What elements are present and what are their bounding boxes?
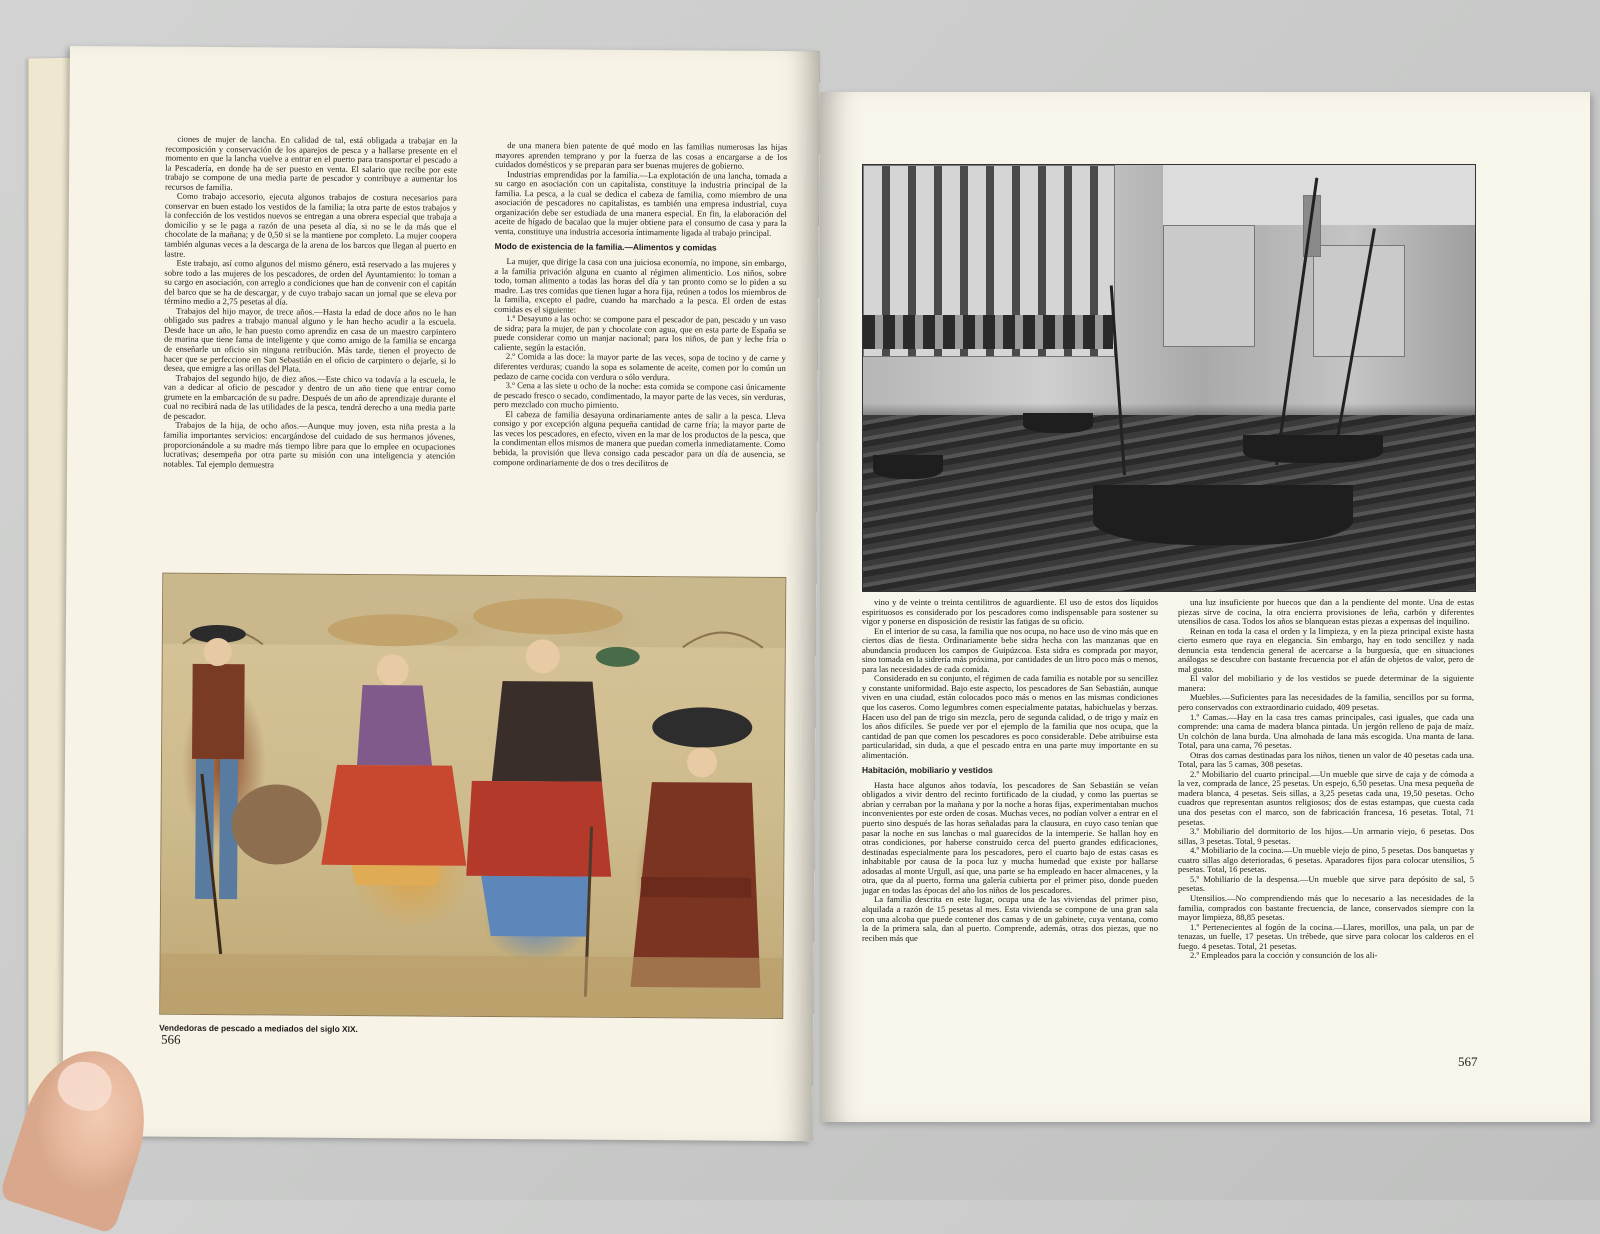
paragraph: Industrias emprendidas por la familia.—La explotación de una lancha, tomada a su cargo en asociación con un capitalista, constituye la industria principal de la familia. La pesca, a la cual se dedica el cabeza de familia, como miembro de una asociación de pescadores no capitalistas, es también una empresa industrial, cuya organización debe ser estudiada de una manera especial. En fin, la elaboración del aceite de hígado de bacalao que la mujer obtiene para el consumo de casa y para la venta, constituye una industria accesoria íntimamente ligada al trabajo principal. [494,168,788,238]
fishwives-illustration [159,573,786,1019]
photo-boat [1243,435,1383,463]
paragraph: 1.º Desayuno a las ocho: se compone para el pescador de pan, pescado y un vaso de sidra; para la mujer, de pan y chocolate con agua, que en esta parte de España se puede considerar como un manjar nacional; para los niños, de pan y leche fría o caliente, según la estación. [493,313,787,353]
paragraph: vino y de veinte o treinta centilitros de aguardiente. El uso de estos dos líquidos espirituosos es considerado por los pescadores como indispensable para sostener su vigor y ponerse en disposición de resistir las fatigas de su oficio. [862,597,1158,627]
paragraph: El cabeza de familia desayuna ordinariamente antes de salir a la pesca. Lleva consigo y por excepción alguna pequeña cantidad de carne fría; la mayor parte de las veces los pescadores, en efecto, viven en la mar de los productos de la pesca, que la condimentan ellos mismos de manera que puedan comerla inmediatamente. Como bebida, la provisión que lleva consigo cada pescador para un día de ausencia, se compone ordinariamente de dos o tres decilitros de [493,408,786,468]
paragraph: 3.º Cena a las siete u ocho de la noche: esta comida se compone casi únicamente de pescado fresco o secado, condimentado, la mayor parte de las veces, sin verduras, pero mezclado con mucho pimiento. [493,380,786,411]
paragraph: 1.º Camas.—Hay en la casa tres camas principales, casi iguales, que cada una comprende: una cama de madera blanca pintada. Un jergón relleno de paja de maíz. Un colchón de lana burda. Una almohada de lana más escogida. Una manta de lana. Total, para una cama, 76 pesetas. [1178,711,1474,751]
paragraph: En el interior de su casa, la familia que nos ocupa, no hace uso de vino más que en ciertos días de fiesta. Ordinariamente bebe sidra hecha con las manzanas que en abundancia producen los campos de Guipúzcoa. Esta sidra es comprada por mayor, sino tomada en la sidrería más próxima, por cantidades de un litro poco más o menos, para las necesidades de cada comida. [862,625,1158,674]
right-column-1 [862,598,1158,943]
paragraph: 3.º Mobiliario del dormitorio de los hijos.—Un armario viejo, 6 pesetas. Dos sillas, 3 pesetas. Total, 9 pesetas. [1178,826,1474,846]
paragraph: Trabajos del hijo mayor, de trece años.—Hasta la edad de doce años no le han obligado sus padres a trabajo manual alguno y le han hecho acudir a la escuela. Desde hace un año, le han puesto como aprendiz en casa de un maestro carpintero de marina que tiene fama de inteligente y que como amigo de la familia se encarga de enseñarle un oficio sin ninguna retribución. Más tarde, tienen el proyecto de hacer que se perfeccione en San Sebastián en el oficio de carpintero o dejarle, si lo desea, que emigre a las orillas del Plata. [163,305,457,374]
paragraph: 5.º Mobiliario de la despensa.—Un mueble que sirve para depósito de sal, 5 pesetas. [1178,873,1474,894]
harbor-photograph [862,164,1476,592]
photo-building [1163,225,1255,347]
paragraph: Utensilios.—No comprendiendo más que lo necesario a las necesidades de la familia, comprados con bastante frecuencia, de lance, conservados siempre con la mayor limpieza, 88,85 pesetas. [1178,892,1474,923]
photo-boat [1023,413,1093,433]
paragraph: Hasta hace algunos años todavía, los pescadores de San Sebastián se veían obligados a vivir dentro del recinto fortificado de la ciudad, y como las puertas se abrían y cerraban por la mañana y por la noche a horas fijas, experimentaban muchos inconvenientes por este orden de cosas. Muchas veces, no podían volver a entrar en el puerto sino después de las horas señaladas para la clausura, en cuyo caso tenían que pasar la noche en sus lanchas o mal guarecidos de la intemperie. Se hallan hoy en otras condiciones, por haberse construido cerca del puerto grandes edificaciones, destinadas especialmente para los pescadores, pero el cuarto bajo de estas casas es inhabitable por causa de la poca luz y mucha humedad que existe por hallarse adosadas al monte Urgull, así que, una parte se ha empleado en hacer almacenes, y la otra, que da al puerto, forma una galería cubierta por el primer piso, donde pueden jugar en todas las épocas del año los niños de los pescadores. [862,779,1158,895]
paragraph: Trabajos de la hija, de ocho años.—Aunque muy joven, esta niña presta a la familia importantes servicios: encargándose del cuidado de sus hermanos jóvenes, proporcionándole a su madre más tiempo libre para que lo emplee en ocupaciones lucrativas; desempeña por otra parte su misión con una inteligencia y atención notables. Tal ejemplo demuestra [163,420,456,470]
paragraph: 1.º Pertenecientes al fogón de la cocina.—Llares, morillos, una pala, un par de tenazas, un fuelle, 17 pesetas. Un trébede, que sirve para colocar los calderos en el fuego. 4 pesetas. Total, 21 pesetas. [1178,921,1474,951]
paragraph: Muebles.—Suficientes para las necesidades de la familia, sencillos por su forma, pero conservados con extraordinario cuidado, 409 pesetas. [1178,692,1474,713]
photo-boat [873,455,943,479]
paragraph: Trabajos del segundo hijo, de diez años.—Este chico va todavía a la escuela, le van a dedicar al oficio de pescador y dentro de un año tiene que entrar como grumete en la embarcación de su padre. Después de un año de aprendizaje durante el cual no recibirá nada de las utilidades de la pesca, tendrá derecho a una media parte de pescador. [163,372,456,421]
paragraph: de una manera bien patente de qué modo en las familias numerosas las hijas mayores aprenden temprano y por la fuerza de las cosas a encargarse a de los cuidados domésticos y se preparan para ser buenas mujeres de gobierno. [495,140,788,171]
paragraph: Este trabajo, así como algunos del mismo género, está reservado a las mujeres y sobre todo a las mujeres de los pescadores, de orden del Ayuntamiento: lo toman a su cargo en asociación, con arreglo a condiciones que han de convenir con el capitán del barco que se ha de descargar, y de cuyo trabajo sacan un jornal que se eleva por término medio a 2,75 pesetas al día. [164,257,457,307]
paragraph: una luz insuficiente por huecos que dan a la pendiente del monte. Una de estas piezas sirve de cocina, la otra encierra provisiones de leña, carbón y diferentes utensilios de casa. Todos los años se blanquean estas piezas a expensas del inquilino. [1178,597,1474,627]
paragraph: 2.º Comida a las doce: la mayor parte de las veces, sopa de tocino y de carne y diferentes verduras; cuando la sopa es solamente de aceite, comen por lo común un pedazo de carne cocida con verdura o sólo verdura. [493,351,786,382]
left-column-1 [163,135,457,471]
paragraph: La mujer, que dirige la casa con una juiciosa economía, no impone, sin embargo, a la familia privación alguna en cuanto al régimen alimenticio. Los niños, sobre todo, toman alimento a todas las horas del día y tan pronto como se lo piden a su madre. Las tres comidas que tienen lugar a hora fija, reúnen a todos los miembros de la familia, excepto el padre, cuando ha marchado a la pesca. El orden de estas comidas es el siguiente: [494,256,787,315]
section-heading: Modo de existencia de la familia.—Alimentos y comidas [494,241,717,253]
photo-arcade [863,315,1113,349]
illustration-figures [160,574,785,1018]
paragraph: ciones de mujer de lancha. En calidad de tal, está obligada a trabajar en la recomposición y conservación de los aparejos de pesca y a hallarse presente en el momento en que la lancha vuelve a entrar en el puerto para transportar el pescado a la Pescadería, en donde ha de ser puesto en venta. El salario que recibe por este trabajo se compone de una media parte de pescador y contribuye a aumentar los recursos de familia. [164,133,458,192]
paragraph: Reinan en toda la casa el orden y la limpieza, y en la pieza principal existe hasta cierto esmero que raya en elegancia. Sin embargo, hay en todo sencillez y nada denuncia esta tendencia general de acercarse a la burguesía, que en situaciones análogas se descubre con bastante frecuencia por el afán de objetos de valor, pero de mal gusto. [1178,625,1474,674]
section-heading: Habitación, mobiliario y vestidos [862,765,993,776]
paragraph: 2.º Empleados para la cocción y consunción de los ali- [1190,950,1378,961]
right-column-2 [1178,598,1474,961]
page-number-left: 566 [161,1031,181,1047]
illustration-caption: Vendedoras de pescado a mediados del siglo XIX. [159,1022,358,1035]
paragraph: Como trabajo accesorio, ejecuta algunos trabajos de costura necesarios para conservar en buen estado los vestidos de la familia; la otra parte de estos trabajos y la confección de los vestidos nuevos se entregan a una obrera especial que trabaja a domicilio y se le paga a razón de una peseta al día, si no se le da más que el chocolate de la mañana; y de 0,50 si se la mantiene por completo. La mujer coopera también algunas veces a la descarga de la arena de los barcos que llegan al puerto en lastre. [164,191,457,259]
paragraph: Otras dos camas destinadas para los niños, tienen un valor de 40 pesetas cada una. Total, para las 5 camas, 308 pesetas. [1178,749,1474,770]
left-page [62,46,820,1141]
paragraph: El valor del mobiliario y de los vestidos se puede determinar de la siguiente manera: [1178,673,1474,693]
paragraph: 4.º Mobiliario de la cocina.—Un mueble viejo de pino, 5 pesetas. Dos banquetas y cuatro sillas algo deterioradas, 6 pesetas. Aparadores fijos para colocar utensilios, 5 pesetas. Total, 16 pesetas. [1178,845,1474,875]
page-number-right: 567 [1458,1054,1478,1069]
right-page [820,92,1590,1122]
paragraph: 2.º Mobiliario del cuarto principal.—Un mueble que sirve de caja y de cómoda a la vez, comprada de lance, 25 pesetas. Un espejo, 6,50 pesetas. Una mesa pequeña de madera blanca, 4 pesetas. Seis sillas, a 3,25 pesetas cada una, 19,50 pesetas. Ocho cuadros que representan asuntos religiosos; dos de estas estampas, que cuesta cada una dos pesetas con el marco, son de fabricación francesa, 16 pesetas. Total, 71 pesetas. [1178,768,1474,827]
paragraph: La familia descrita en este lugar, ocupa una de las viviendas del primer piso, alquilada a razón de 15 pesetas al mes. Esta vivienda se compone de una gran sala con una alcoba que puede contener dos camas y de un gabinete, cuya ventana, como la de la primera sala, dan al puerto. Comprende, además, otras dos piezas, que no reciben más que [862,894,1158,943]
paragraph: Considerado en su conjunto, el régimen de cada familia es notable por su sencillez y constante uniformidad. Bajo este aspecto, los pescadores de San Sebastián, aunque viven en una ciudad, están colocados poco más o menos en las mismas condiciones que los caseros. Como legumbres comen especialmente patatas, habichuelas y berzas. Hacen uso del pan de trigo sin mezcla, pero de segunda calidad, o de trigo y maíz en los años difíciles. Se puede ver por el ejemplo de la familia que nos ocupa, que la cantidad de pan que comen los pescadores es poco considerable. Debe atribuirse esta particularidad, sin duda, a que el pescado entra en una parte muy importante en su alimentación. [862,673,1158,760]
left-column-2 [493,141,787,469]
photo-boat [1093,485,1353,545]
